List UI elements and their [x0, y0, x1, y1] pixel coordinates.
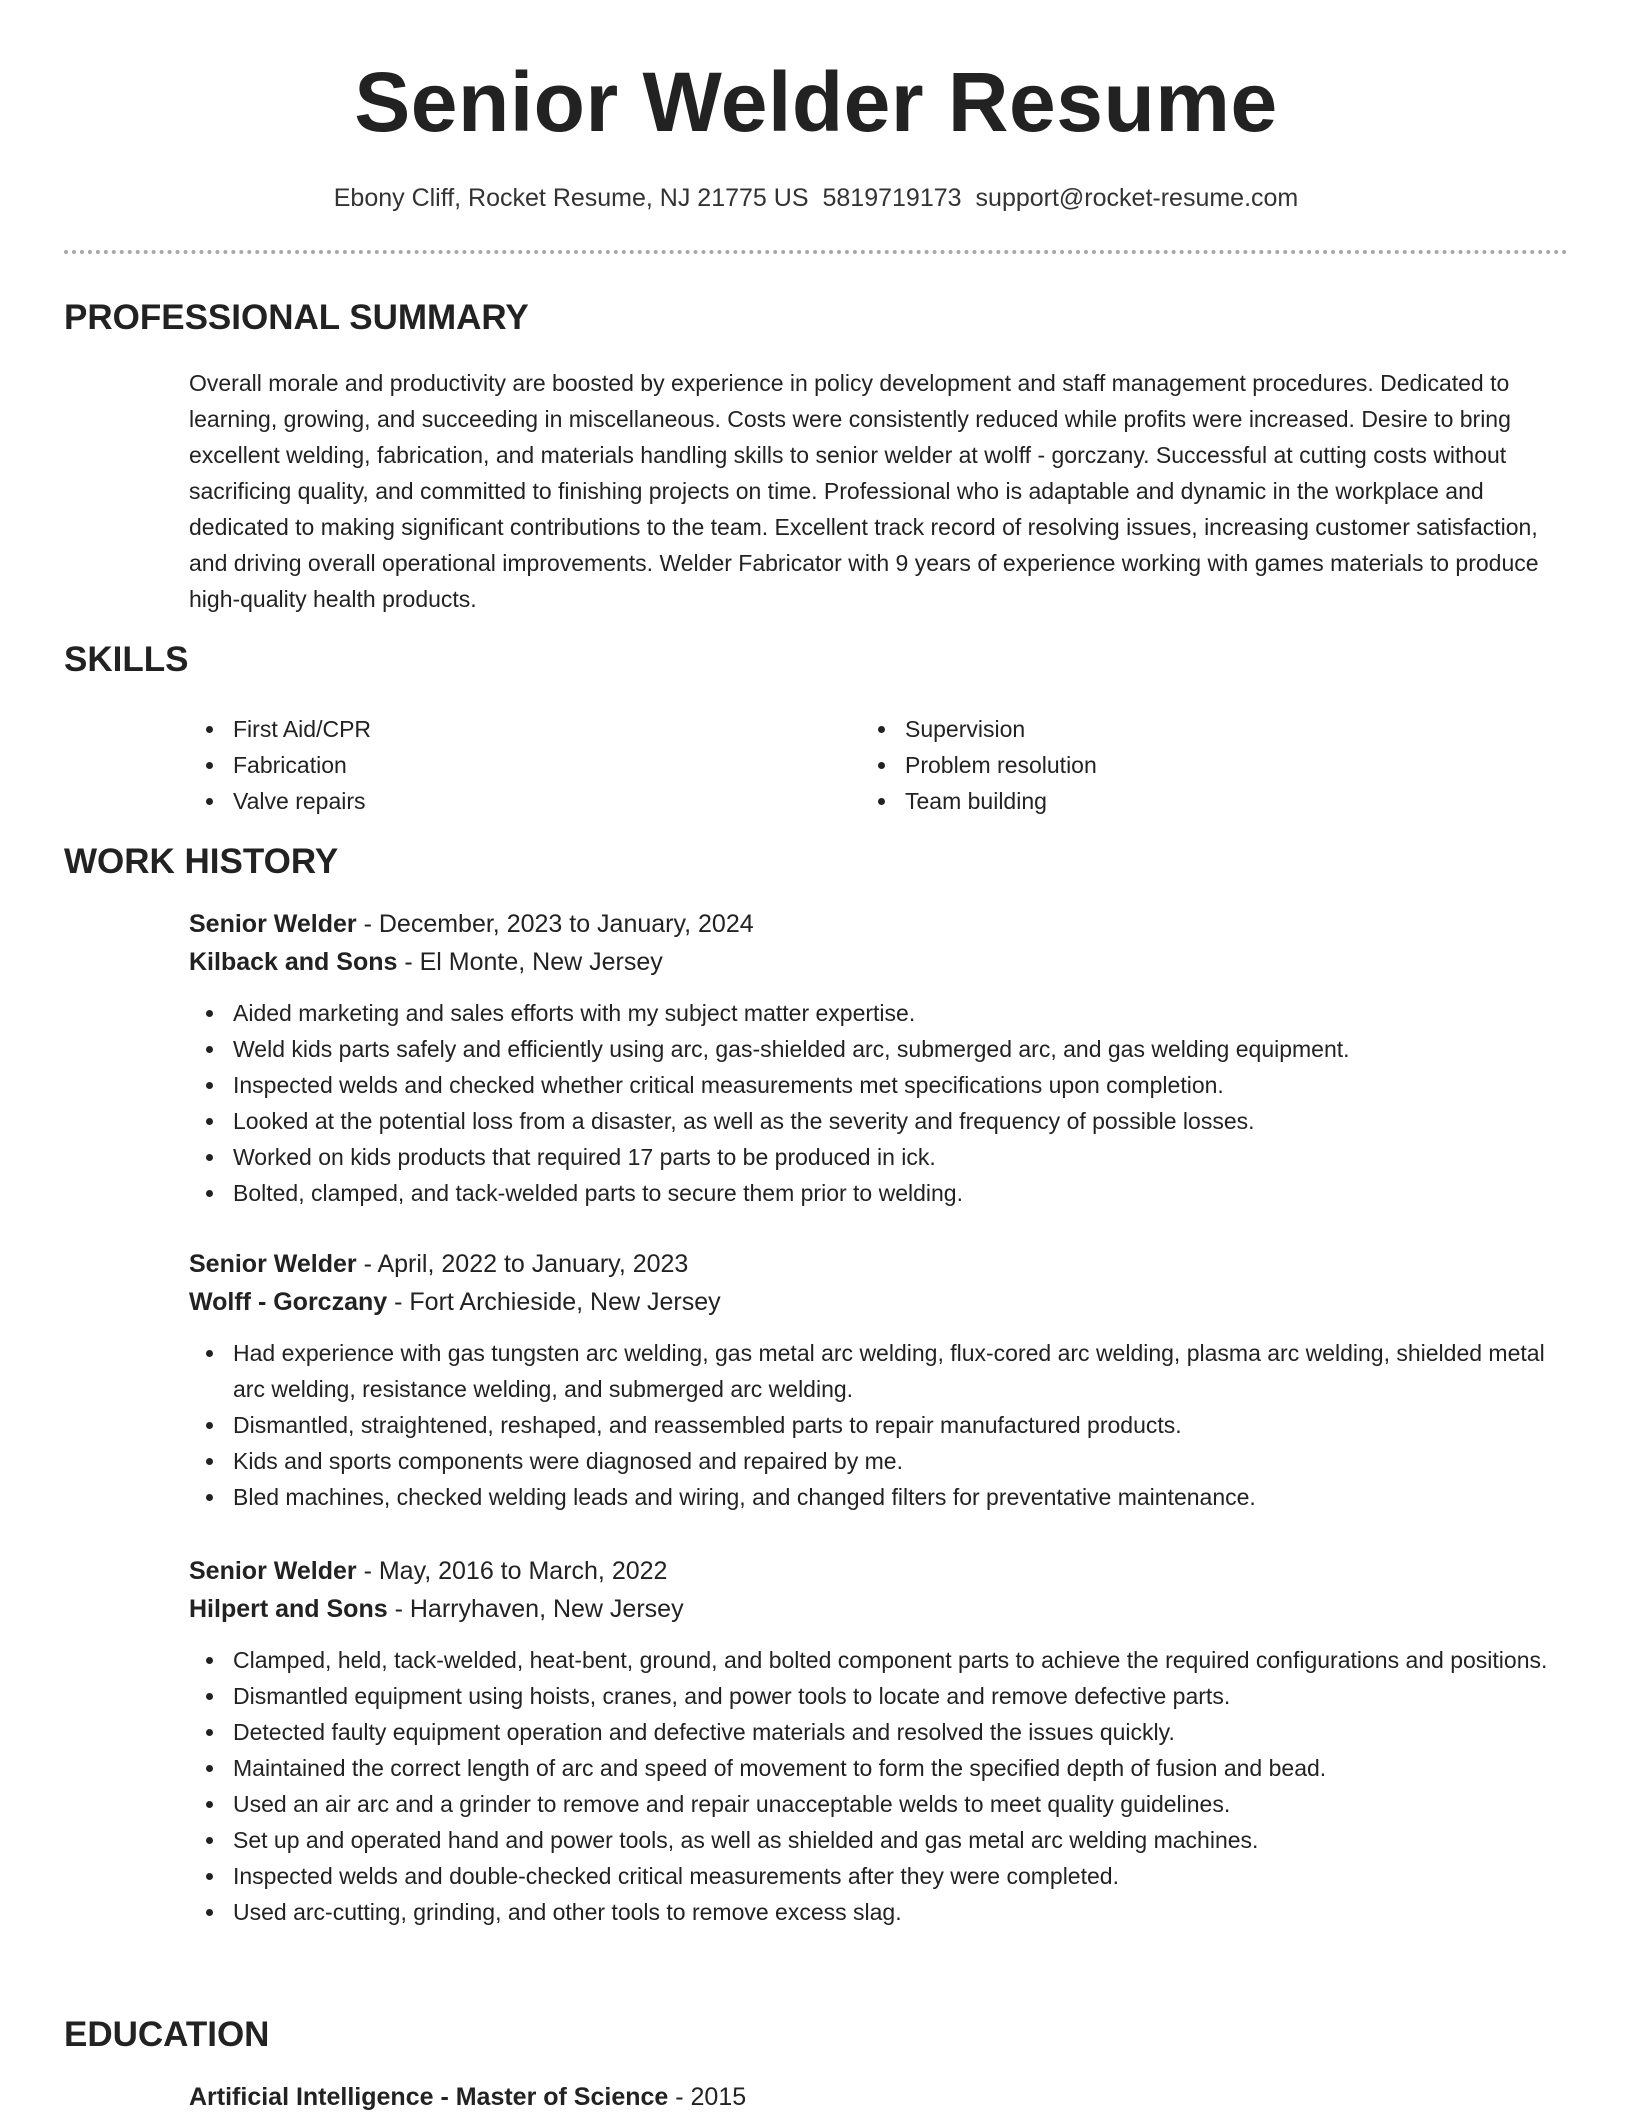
section-title-summary: PROFESSIONAL SUMMARY [64, 298, 529, 337]
job-company: Kilback and Sons [189, 948, 398, 976]
job-location: - El Monte, New Jersey [397, 948, 663, 976]
job-bullet: Dismantled, straightened, reshaped, and reassembled parts to repair manufactured products. [189, 1407, 1569, 1443]
skill-item: Valve repairs [189, 783, 849, 819]
job-title: Senior Welder [189, 1250, 357, 1278]
job-title: Senior Welder [189, 1557, 357, 1585]
resume-title: Senior Welder Resume [354, 55, 1278, 149]
job-bullets [189, 1335, 1569, 1515]
job-company: Hilpert and Sons [189, 1595, 388, 1623]
job-location: - Fort Archieside, New Jersey [387, 1288, 721, 1316]
job-bullet: Set up and operated hand and power tools, as well as shielded and gas metal arc welding machines. [189, 1822, 1569, 1858]
job-dates: - April, 2022 to January, 2023 [356, 1250, 689, 1278]
job-bullet: Maintained the correct length of arc and speed of movement to form the specified depth of fusion and bead. [189, 1750, 1569, 1786]
job-bullet: Used an air arc and a grinder to remove and repair unacceptable welds to meet quality guidelines. [189, 1786, 1569, 1822]
education-entry [189, 2078, 1569, 2116]
job-bullet: Bolted, clamped, and tack-welded parts to secure them prior to welding. [189, 1175, 1569, 1211]
job-company-line [189, 1283, 1569, 1321]
job-bullet: Worked on kids products that required 17 parts to be produced in ick. [189, 1139, 1569, 1175]
skill-item: Fabrication [189, 747, 849, 783]
job-bullet: Inspected welds and double-checked critical measurements after they were completed. [189, 1858, 1569, 1894]
job-bullet: Weld kids parts safely and efficiently using arc, gas-shielded arc, submerged arc, and gas welding equipment. [189, 1031, 1569, 1067]
job-bullets [189, 1642, 1569, 1930]
skill-item: Team building [861, 783, 1521, 819]
job-bullet: Bled machines, checked welding leads and wiring, and changed filters for preventative maintenance. [189, 1479, 1569, 1515]
job-title-line [189, 1552, 1569, 1590]
job-dates: - May, 2016 to March, 2022 [356, 1557, 668, 1585]
summary-text: Overall morale and productivity are boosted by experience in policy development and staff management procedures. Dedicated to learning, growing, and succeeding in miscellaneous. Costs were consistently reduced while profits were increased. Desire to bring excellent welding, fabrication, and materials handling skills to senior welder at wolff - gorczany. Successful at cutting costs without sacrificing quality, and committed to finishing projects on time. Professional who is adaptable and dynamic in the workplace and dedicated to making significant contributions to the team. Excellent track record of resolving issues, increasing customer satisfaction, and driving overall operational improvements. Welder Fabricator with 9 years of experience working with games materials to produce high-quality health products. [189, 370, 1539, 612]
job-bullet: Clamped, held, tack-welded, heat-bent, ground, and bolted component parts to achieve the required configurations and positions. [189, 1642, 1569, 1678]
job-bullet: Looked at the potential loss from a disaster, as well as the severity and frequency of possible losses. [189, 1103, 1569, 1139]
job-bullet: Dismantled equipment using hoists, cranes, and power tools to locate and remove defective parts. [189, 1678, 1569, 1714]
job-bullet: Used arc-cutting, grinding, and other tools to remove excess slag. [189, 1894, 1569, 1930]
section-title-education: EDUCATION [64, 2015, 270, 2054]
contact-address: Ebony Cliff, Rocket Resume, NJ 21775 US [333, 184, 809, 212]
job-company: Wolff - Gorczany [189, 1288, 388, 1316]
job-entry [189, 905, 1569, 1211]
job-company-line [189, 943, 1569, 981]
contact-email[interactable]: support@rocket-resume.com [975, 184, 1299, 212]
section-title-skills: SKILLS [64, 640, 189, 679]
skill-item: Problem resolution [861, 747, 1521, 783]
job-bullet: Aided marketing and sales efforts with my subject matter expertise. [189, 995, 1569, 1031]
job-bullet: Had experience with gas tungsten arc welding, gas metal arc welding, flux-cored arc welding, plasma arc welding, shielded metal arc welding, resistance welding, and submerged arc welding. [189, 1335, 1569, 1407]
job-title-line [189, 905, 1569, 943]
job-dates: - December, 2023 to January, 2024 [356, 910, 754, 938]
education-line [189, 2078, 1569, 2116]
job-entry [189, 1552, 1569, 1930]
skill-item: First Aid/CPR [189, 711, 849, 747]
skills-list-right [861, 711, 1521, 819]
job-bullet: Kids and sports components were diagnosed and repaired by me. [189, 1443, 1569, 1479]
contact-line [0, 180, 1632, 216]
skill-item: Supervision [861, 711, 1521, 747]
skills-list-left [189, 711, 849, 819]
job-bullet: Detected faulty equipment operation and defective materials and resolved the issues quickly. [189, 1714, 1569, 1750]
contact-phone: 5819719173 [822, 184, 962, 212]
job-location: - Harryhaven, New Jersey [387, 1595, 684, 1623]
section-title-work-history: WORK HISTORY [64, 842, 339, 881]
job-bullets [189, 995, 1569, 1211]
education-year: - 2015 [668, 2083, 747, 2111]
header-divider [64, 250, 1568, 254]
job-title: Senior Welder [189, 910, 357, 938]
job-entry [189, 1245, 1569, 1515]
job-company-line [189, 1590, 1569, 1628]
education-degree: Artificial Intelligence - Master of Science [189, 2083, 669, 2111]
job-bullet: Inspected welds and checked whether critical measurements met specifications upon completion. [189, 1067, 1569, 1103]
job-title-line [189, 1245, 1569, 1283]
